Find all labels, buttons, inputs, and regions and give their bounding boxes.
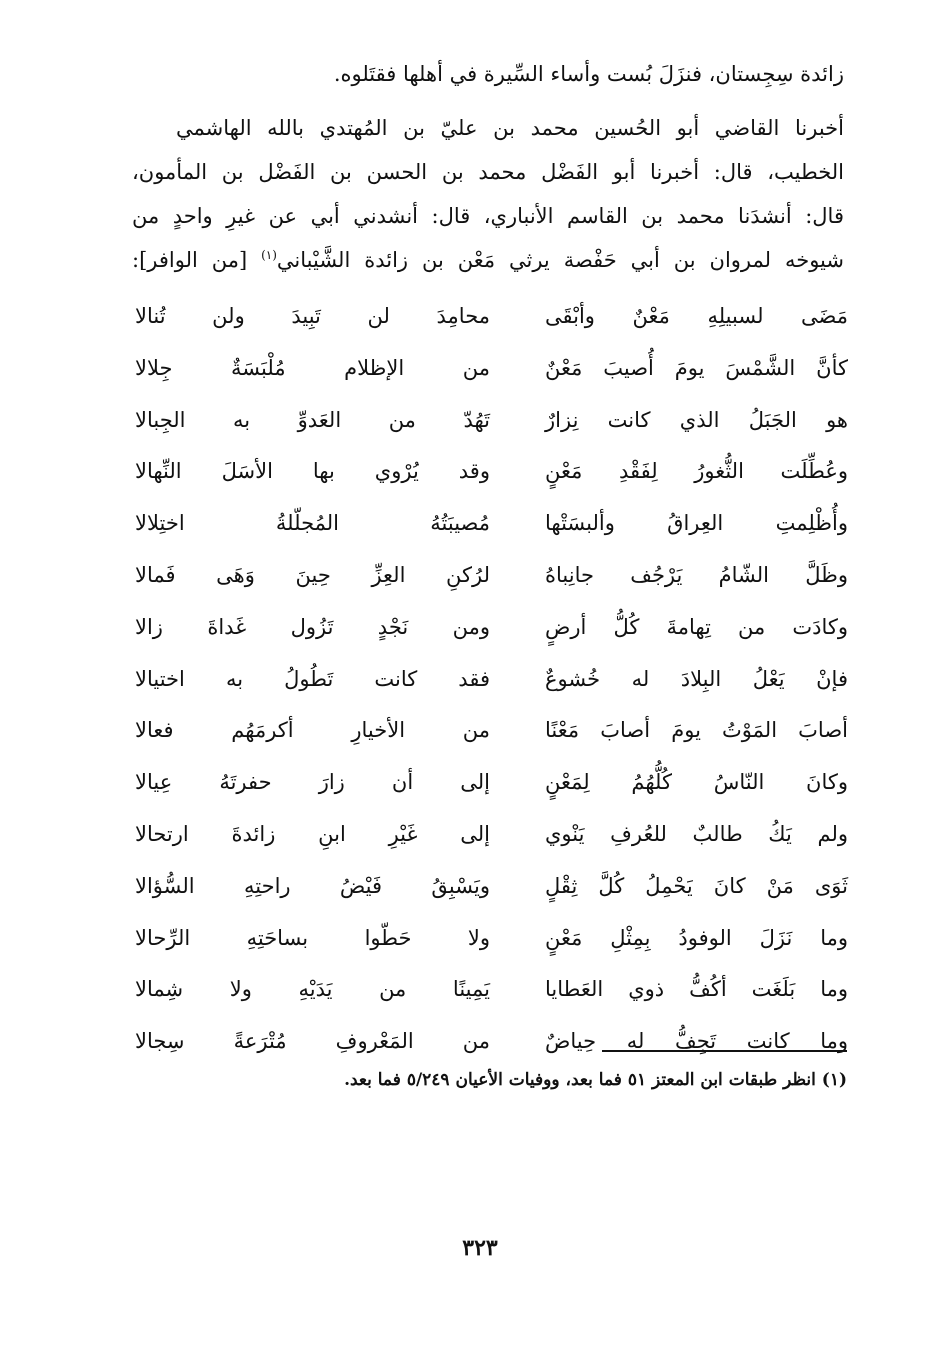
verse-first-hemistich: مَضَى لسبيلِهِ مَعْنٌ وأبْقَى — [545, 304, 848, 328]
prose-line-3: الخطيب، قال: أخبرنا أبو الفَضْل محمد بن الحسن بن الفَضْل بن المأمون، — [132, 160, 845, 184]
verse-first-hemistich: وعُطِّلَت الثُّغورُ لِفَقْدِ مَعْنٍ — [545, 459, 848, 483]
verse-second-hemistich: تَهُدّ من العَدوِّ به الجِبالا — [135, 408, 490, 432]
verse-second-hemistich: ولا حَطّوا بساحَتِهِ الرِّحالا — [135, 926, 490, 950]
verse-second-hemistich: من المَعْروفِ مُتْرَعةً سِجالا — [135, 1029, 490, 1053]
verse-row — [135, 451, 848, 491]
footnote-marker: (١) — [261, 248, 277, 262]
prose-line-2: أخبرنا القاضي أبو الحُسين محمد بن عليّ بن المُهتدي بالله الهاشمي — [176, 116, 844, 140]
verse-first-hemistich: وما نَزَلَ الوفودُ بِمِثْلِ مَعْنٍ — [545, 926, 848, 950]
verse-row — [135, 918, 848, 958]
verse-second-hemistich: من الأخيارِ أكرمَهُم فعالا — [135, 718, 490, 742]
meter-label: [من الوافر]: — [132, 248, 248, 272]
verse-second-hemistich: إلى أن زارَ حفرتَهُ عِيالا — [135, 770, 490, 794]
verse-second-hemistich: وقد يُرْوي بها الأسَلَ النِّهالا — [135, 459, 490, 483]
verse-second-hemistich: مُصيبَتُهُ المُجلّلةُ اختِلالا — [135, 511, 490, 535]
verse-row — [135, 555, 848, 595]
verse-first-hemistich: وكادَت من تِهامةَ كُلُّ أرضٍ — [545, 615, 848, 639]
verse-second-hemistich: ومن نَجْدٍ تَزُول غَداةَ زالا — [135, 615, 490, 639]
footnote: (١) انظر طبقات ابن المعتز ٥١ فما بعد، ووفيات الأعيان ٥/٢٤٩ فما بعد. — [344, 1070, 847, 1090]
verse-row — [135, 348, 848, 388]
verse-second-hemistich: محامِدَ لن تَبِيدَ ولن تُنالا — [135, 304, 490, 328]
verse-second-hemistich: يَمِينًا من يَدَيْهِ ولا شِمالا — [135, 977, 490, 1001]
verse-row — [135, 762, 848, 802]
verse-row — [135, 503, 848, 543]
verse-first-hemistich: وكانَ النّاسُ كُلُّهُمُ لِمَعْنٍ — [545, 770, 848, 794]
verse-first-hemistich: ثَوَى مَنْ كانَ يَحْمِلُ كُلَّ ثِقْلٍ — [545, 874, 848, 898]
verse-row — [135, 607, 848, 647]
verse-row — [135, 400, 848, 440]
verse-first-hemistich: وما كانت تَجِفُّ له حِياضٌ — [545, 1029, 848, 1053]
verse-first-hemistich: أصابَ المَوْتُ يومَ أصابَ مَعْنًا — [545, 718, 848, 742]
prose-line-4: قال: أنشدَنا محمد بن القاسم الأنباري، قال: أنشدني أبي عن غيرِ واحدٍ من — [132, 204, 844, 228]
verse-second-hemistich: إلى غَيْرِ ابنِ زائدةَ ارتحالا — [135, 822, 490, 846]
prose-line-5 — [132, 248, 844, 273]
verse-second-hemistich: من الإظلام مُلْبَسَةٌ جِلالا — [135, 356, 490, 380]
verse-first-hemistich: وظَلَّ الشّامُ يَرْجُف جانِباهُ — [545, 563, 848, 587]
prose-line-5-text: شيوخه لمروان بن أبي حَفْصة يرثي مَعْن بن زائدة الشَّيْباني — [276, 248, 844, 272]
verse-first-hemistich: ولم يَكُ طالبٌ للعُرفِ يَنْوي — [545, 822, 848, 846]
verse-second-hemistich: لرُكنِ العِزِّ حِينَ وَهَى فَمالا — [135, 563, 490, 587]
verse-row — [135, 866, 848, 906]
verse-first-hemistich: وأُظْلِمتِ العِراقُ وألبسَتْها — [545, 511, 848, 535]
prose-line-1: زائدة سِجِستان، فنزَلَ بُست وأساء السِّيرة في أهلها فقتَلوه. — [333, 62, 844, 86]
verse-row — [135, 1021, 848, 1061]
verse-second-hemistich: فقد كانت تَطُولُ به اختيالا — [135, 667, 490, 691]
verse-first-hemistich: فإنْ يَعْلُ البِلادَ له خُشوعٌ — [545, 667, 848, 691]
verse-second-hemistich: ويَسْبِقُ فَيْضُ راحتِهِ السُّؤالا — [135, 874, 490, 898]
verse-row — [135, 659, 848, 699]
verse-row — [135, 814, 848, 854]
verse-row — [135, 296, 848, 336]
verse-first-hemistich: هو الجَبَلُ الذي كانت نِزارٌ — [545, 408, 848, 432]
verse-row — [135, 969, 848, 1009]
verse-first-hemistich: وما بَلَغَت أكُفُّ ذوي العَطايا — [545, 977, 848, 1001]
page-number: ٣٢٣ — [462, 1235, 498, 1261]
verse-row — [135, 710, 848, 750]
footnote-rule — [602, 1050, 847, 1052]
verse-first-hemistich: كأنَّ الشَّمْسَ يومَ أُصيبَ مَعْنٌ — [545, 356, 848, 380]
